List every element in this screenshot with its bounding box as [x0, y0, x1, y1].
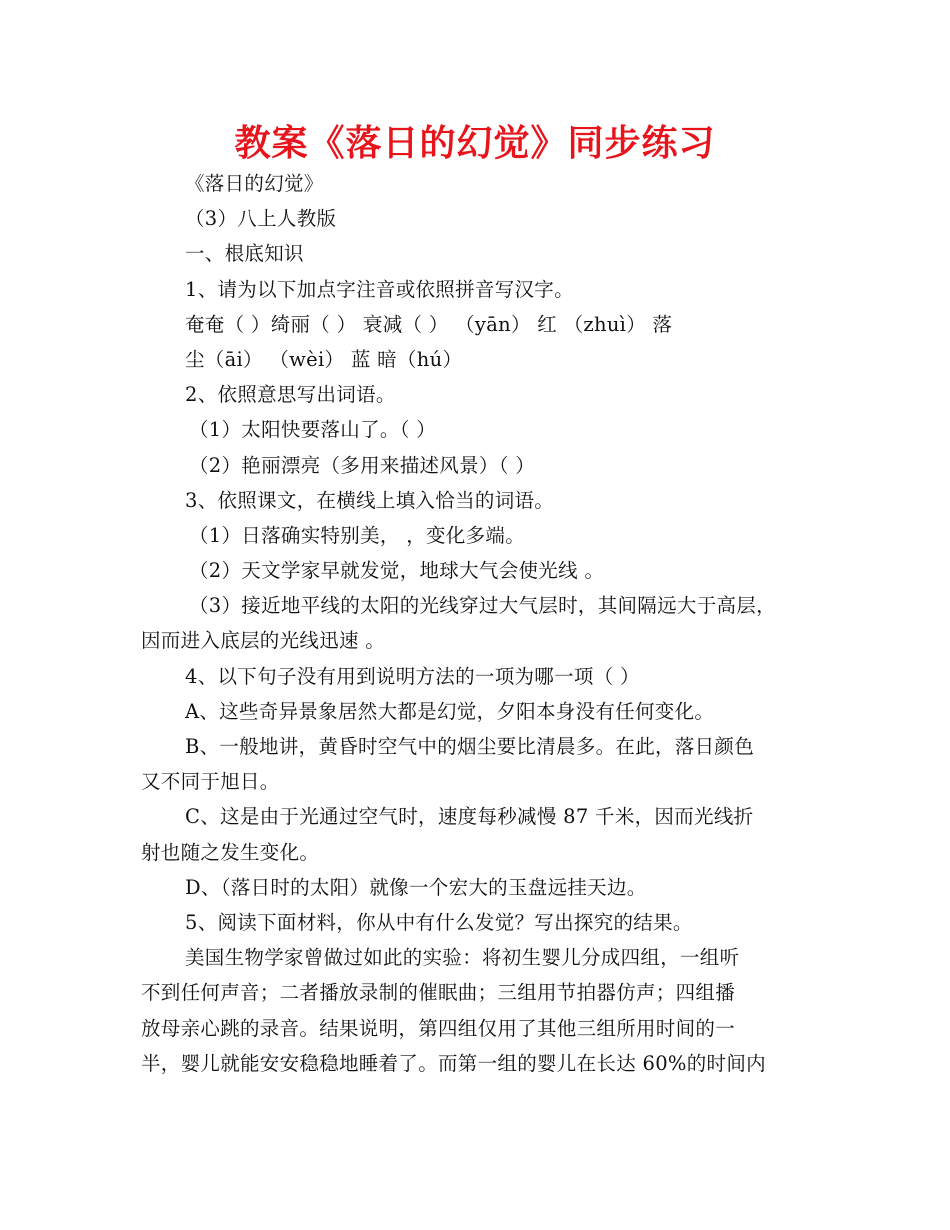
question-5: 5、阅读下面材料，你从中有什么发觉？写出探究的结果。	[185, 910, 693, 934]
question-3-item-3: （3）接近地平线的太阳的光线穿过大气层时，其间隔远大于高层，	[189, 594, 776, 618]
question-2: 2、依照意思写出词语。	[185, 383, 396, 407]
question-1-items-cont: 尘（āi） （wèi） 蓝 暗（hú）	[185, 347, 463, 371]
option-c: C、这是由于光通过空气时，速度每秒减慢 87 千米，因而光线折	[185, 805, 754, 829]
option-b: B、一般地讲，黄昏时空气中的烟尘要比清晨多。在此，落日颜色	[185, 735, 755, 758]
question-1: 1、请为以下加点字注音或依照拼音写汉字。	[185, 277, 574, 301]
question-3: 3、依照课文，在横线上填入恰当的词语。	[185, 488, 555, 512]
question-4: 4、以下句子没有用到说明方法的一项为哪一项（ ）	[185, 664, 640, 688]
passage-line-2: 不到任何声音；二者播放录制的催眠曲；三组用节拍器仿声；四组播	[141, 981, 736, 1005]
question-3-item-1: （1）日落确实特别美， ，变化多端。	[189, 523, 526, 547]
passage-line-1: 美国生物学家曾做过如此的实验：将初生婴儿分成四组，一组听	[185, 946, 740, 970]
passage-line-3: 放母亲心跳的录音。结果说明，第四组仅用了其他三组所用时间的一	[141, 1016, 736, 1040]
option-d: D、（落日时的太阳）就像一个宏大的玉盘远挂天边。	[185, 875, 647, 899]
passage-line-4: 半，婴儿就能安安稳稳地睡着了。而第一组的婴儿在长达 60%的时间内	[141, 1051, 766, 1075]
question-1-items: 奄奄（ ）绮丽（ ） 衰减（ ） （yān） 红 （zhuì） 落	[185, 312, 673, 336]
page-title: 教案《落日的幻觉》同步练习	[234, 123, 716, 164]
document-body	[141, 166, 816, 1081]
option-b-cont: 又不同于旭日。	[141, 770, 280, 794]
section-heading: 一、根底知识	[185, 242, 304, 266]
question-2-item-1: （1）太阳快要落山了。（ ）	[189, 418, 437, 442]
option-c-cont: 射也随之发生变化。	[141, 840, 320, 864]
question-3-item-2: （2）天文学家早就发觉，地球大气会使光线 。	[189, 559, 605, 583]
text-title-line: 《落日的幻觉》	[185, 172, 324, 195]
question-2-item-2: （2）艳丽漂亮（多用来描述风景）（ ）	[189, 453, 536, 477]
question-3-item-3-cont: 因而进入底层的光线迅速 。	[141, 629, 386, 653]
text-edition-line: （3）八上人教版	[185, 207, 337, 231]
option-a: A、这些奇异景象居然大都是幻觉，夕阳本身没有任何变化。	[185, 699, 715, 723]
